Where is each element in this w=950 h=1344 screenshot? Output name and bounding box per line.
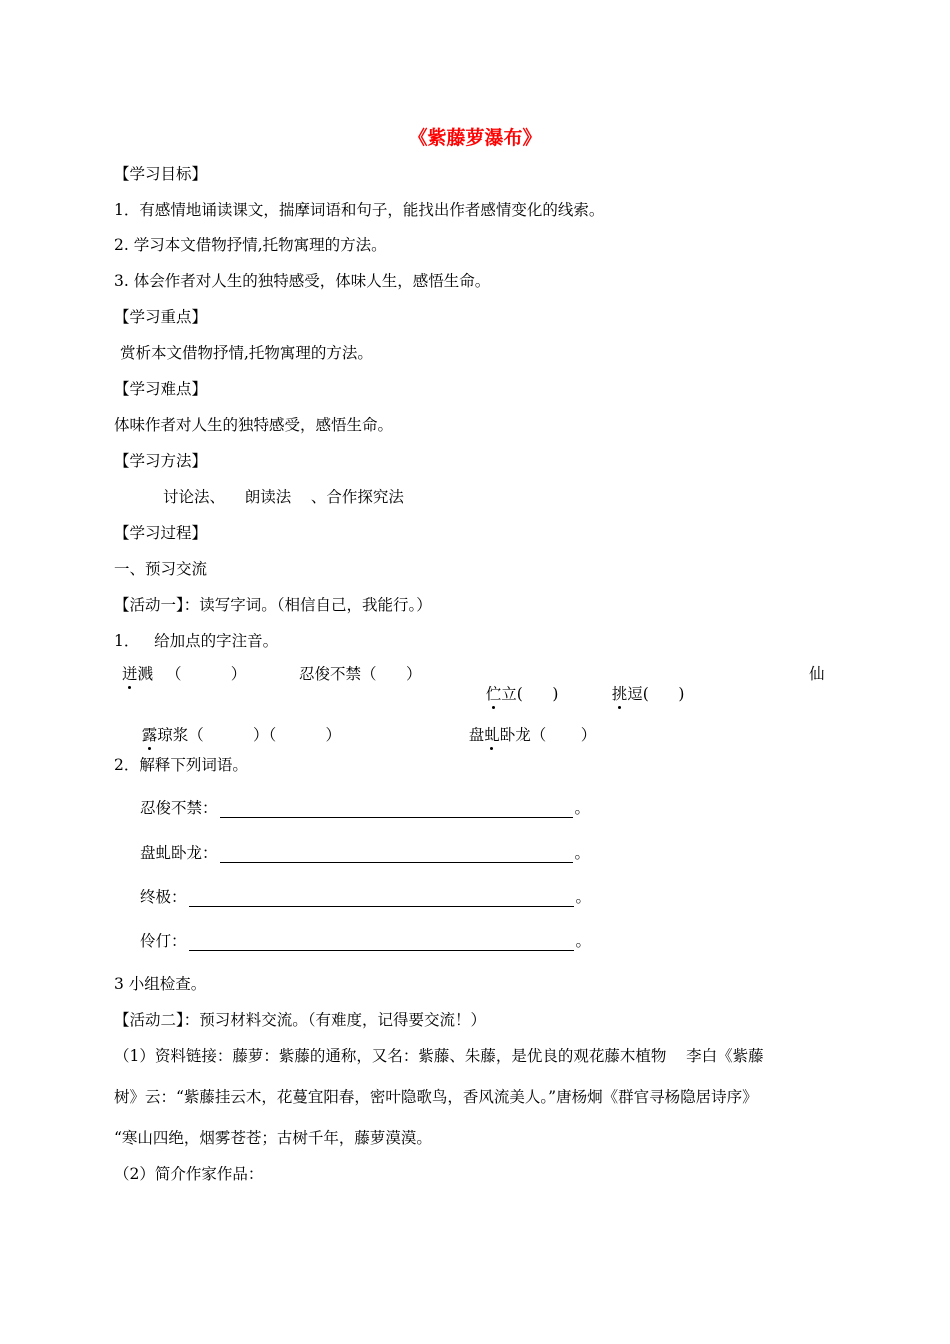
dotted-char: 虬 xyxy=(484,726,500,744)
dotted-char: 迸 xyxy=(122,665,138,683)
dotted-char: 挑 xyxy=(611,685,628,703)
word-tiaodou: 挑逗( ) xyxy=(611,685,685,703)
difficulty-heading: 【学习难点】 xyxy=(114,380,208,398)
word-zhuli: 伫立( ) xyxy=(485,685,559,703)
answer-blank[interactable] xyxy=(220,799,573,818)
key-point-heading: 【学习重点】 xyxy=(114,308,208,326)
question-2: 2．解释下列词语。 xyxy=(114,756,248,774)
activity-two: 【活动二】：预习材料交流。（有难度，记得要交流！） xyxy=(114,1011,487,1029)
word-bengjian: 迸溅 xyxy=(122,665,154,683)
question-3: 3 小组检查。 xyxy=(114,975,207,993)
answer-blank[interactable] xyxy=(189,932,574,951)
dotted-char: 伫 xyxy=(485,685,502,703)
term-label: 终极： xyxy=(140,888,187,906)
objective-item-2: 2. 学习本文借物抒情,托物寓理的方法。 xyxy=(114,236,387,254)
pinyin-blank-1: （ ） xyxy=(166,665,247,683)
term-label: 忍俊不禁： xyxy=(140,799,218,817)
material-line-3: “寒山四绝，烟雾苍苍；古树千年，藤萝漠漠。 xyxy=(114,1129,432,1147)
term-label: 伶仃： xyxy=(140,932,187,950)
term-line-2: 盘虬卧龙： 。 xyxy=(140,844,591,862)
answer-blank[interactable] xyxy=(220,844,573,863)
objectives-heading: 【学习目标】 xyxy=(114,165,208,183)
activity-one: 【活动一】：读写字词。（相信自己，我能行。） xyxy=(114,596,432,614)
term-line-1: 忍俊不禁： 。 xyxy=(140,799,591,817)
material-line-2: 树》云：“紫藤挂云木，花蔓宜阳春，密叶隐歌鸟，香风流美人。”唐杨炯《群官寻杨隐居诗序》 xyxy=(114,1088,758,1106)
dotted-char: 露 xyxy=(141,726,158,744)
material-line-1: （1）资料链接：藤萝：紫藤的通称，又名：紫藤、朱藤，是优良的观花藤木植物 李白《紫藤 xyxy=(114,1047,764,1065)
section-preview-exchange: 一、预习交流 xyxy=(114,560,208,578)
term-line-3: 终极： 。 xyxy=(140,888,592,906)
objective-item-1: 1．有感情地诵读课文，揣摩词语和句子，能找出作者感情变化的线索。 xyxy=(114,201,605,219)
word-panqiuwolong: 盘虬卧龙（ ） xyxy=(468,726,597,744)
question-1: 1． 给加点的字注音。 xyxy=(114,632,279,650)
word-renjunbujin: 忍俊不禁（ ） xyxy=(299,665,422,683)
method-heading: 【学习方法】 xyxy=(114,452,208,470)
material-2-heading: （2）简介作家作品： xyxy=(114,1165,264,1183)
key-point-text: 赏析本文借物抒情,托物寓理的方法。 xyxy=(120,344,373,362)
word-xian: 仙 xyxy=(809,665,825,683)
word-luqiongjiang: 露琼浆（ ）（ ） xyxy=(141,726,342,744)
term-line-4: 伶仃： 。 xyxy=(140,932,592,950)
answer-blank[interactable] xyxy=(189,888,574,907)
difficulty-text: 体味作者对人生的独特感受，感悟生命。 xyxy=(114,416,394,434)
method-text: 讨论法、 朗读法 、合作探究法 xyxy=(163,488,404,506)
term-label: 盘虬卧龙： xyxy=(140,844,218,862)
process-heading: 【学习过程】 xyxy=(114,524,208,542)
objective-item-3: 3. 体会作者对人生的独特感受，体味人生，感悟生命。 xyxy=(114,272,491,290)
document-title: 《紫藤萝瀑布》 xyxy=(408,127,542,149)
